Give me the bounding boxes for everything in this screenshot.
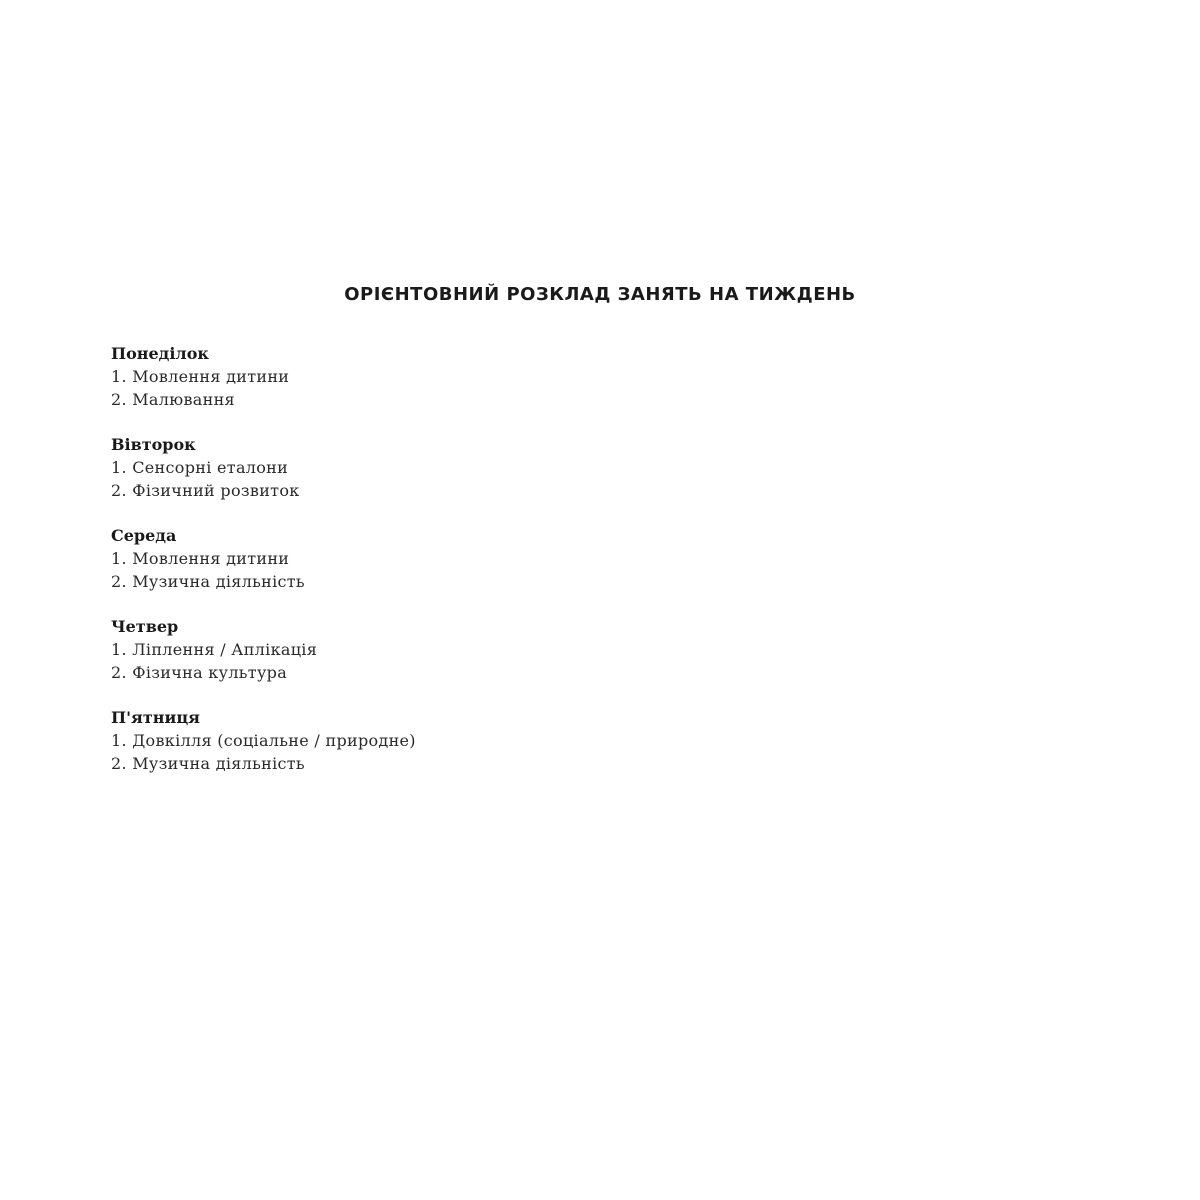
- lesson-item: 1. Сенсорні еталони: [111, 458, 289, 477]
- day-block-wednesday: [111, 524, 811, 593]
- page-title: ОРІЄНТОВНИЙ РОЗКЛАД ЗАНЯТЬ НА ТИЖДЕНЬ: [344, 284, 856, 305]
- lesson-item: 2. Малювання: [111, 390, 235, 409]
- lesson-item: 2. Фізична культура: [111, 663, 288, 682]
- lesson-item: 1. Довкілля (соціальне / природне): [111, 731, 416, 750]
- day-name: Середа: [111, 526, 177, 545]
- lesson-item: 1. Мовлення дитини: [111, 367, 290, 386]
- day-block-friday: [111, 706, 811, 775]
- day-name: П'ятниця: [111, 708, 200, 727]
- day-block-monday: [111, 342, 811, 411]
- day-block-thursday: [111, 615, 811, 684]
- weekly-schedule: [111, 342, 811, 797]
- lesson-item: 1. Ліплення / Аплікація: [111, 640, 318, 659]
- day-name: Вівторок: [111, 435, 196, 454]
- day-block-tuesday: [111, 433, 811, 502]
- lesson-item: 1. Мовлення дитини: [111, 549, 290, 568]
- lesson-item: 2. Фізичний розвиток: [111, 481, 300, 500]
- lesson-item: 2. Музична діяльність: [111, 572, 305, 591]
- day-name: Понеділок: [111, 344, 209, 363]
- day-name: Четвер: [111, 617, 179, 636]
- lesson-item: 2. Музична діяльність: [111, 754, 305, 773]
